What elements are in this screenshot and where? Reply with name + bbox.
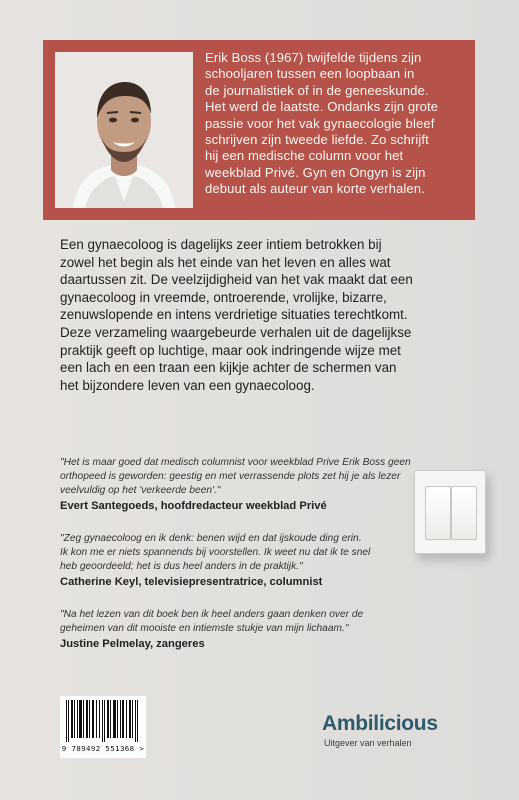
publisher-tagline: Uitgever van verhalen <box>324 738 412 748</box>
book-blurb: Een gynaecoloog is dagelijks zeer intiem betrokken bij zowel het begin als het einde van het leven en alles wat daartussen zit. De veelzijdigheid van het vak maakt dat een gynaecoloog in vreemde, ontroerende, vrolijke, bizarre, zenuwslopende en intens verdrietige situaties terechtkomt. Deze verzameling waargebeurde verhalen uit de dagelijkse praktijk geeft op luchtige, maar ook indringende wijze met een lach en een traan een kijkje achter de schermen van het bijzondere leven van een gynaecoloog. <box>60 237 413 393</box>
light-switch-image <box>414 470 486 554</box>
quote-text: "Zeg gynaecoloog en ik denk: benen wijd en dat ijskoude ding erin. Ik kon me er niets spannends bij voorstellen. Ik weet nu dat ik te snel heb geoordeeld; het is dus heel anders in de praktijk." <box>60 533 371 573</box>
switch-rocker-left <box>425 486 451 540</box>
quote-text: "Het is maar goed dat medisch columnist voor weekblad Prive Erik Boss geen orthopeed is geworden: geestig en met verrassende plots zet hij je als lezer veelvuldig op het 'verkeerde been'." <box>60 457 411 497</box>
author-bio-text: Erik Boss (1967) twijfelde tijdens zijn schooljaren tussen een loopbaan in de journalistiek of in de geneeskunde. Het werd de laatste. Ondanks zijn grote passie voor het vak gynaecologie bleef schrijven zijn tweede liefde. Zo schrijft hij een medische column voor het weekblad Privé. Gyn en Ongyn is zijn debuut als auteur van korte verhalen. <box>205 50 439 197</box>
isbn-number: 9 789492 551368 > <box>61 744 145 753</box>
author-photo <box>55 52 193 208</box>
quote-text: "Na het lezen van dit boek ben ik heel anders gaan denken over de geheimen van dit mooiste en intiemste stukje van mijn lichaam." <box>60 609 364 635</box>
publisher-logo: Ambilicious <box>322 712 438 735</box>
isbn-barcode <box>60 696 146 758</box>
quote-author: Catherine Keyl, televisiepresentratrice, columnist <box>60 576 323 588</box>
quote-author: Evert Santegoeds, hoofdredacteur weekblad Privé <box>60 500 327 512</box>
quote-author: Justine Pelmelay, zangeres <box>60 638 205 650</box>
switch-rocker-right <box>451 486 477 540</box>
barcode-bars-graphic <box>66 700 140 742</box>
author-portrait-illustration <box>55 52 193 208</box>
author-bio-box <box>43 40 475 220</box>
